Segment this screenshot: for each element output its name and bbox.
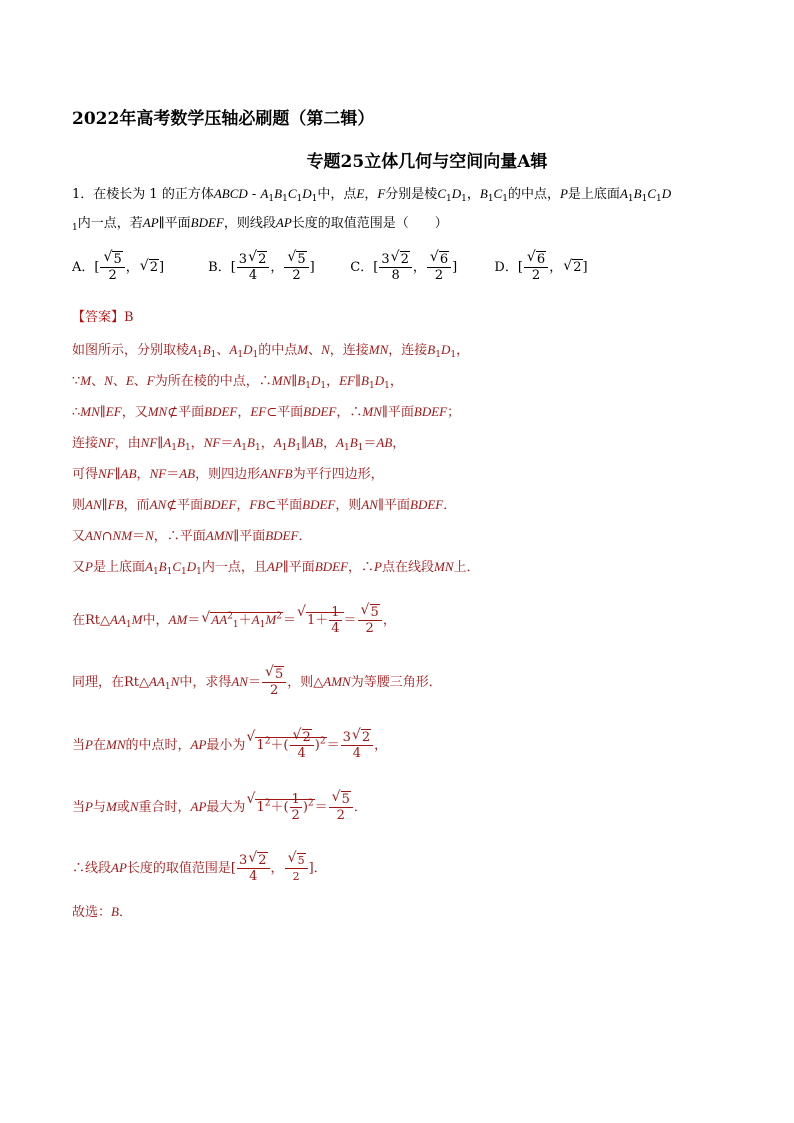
answer-label: 【答案】 <box>72 310 125 325</box>
option-c: C．[ $\frac{3√ 2}{8}$ ， √ $\frac{6}{2}$ ] <box>350 252 490 283</box>
solution-line-3: ∴MN∥EF，又MN⊄平面BDEF，EF⊂平面BDEF，∴MN∥平面BDEF； <box>72 404 461 420</box>
option-b: B．[ $\frac{3√ 2}{4}$ ， √ $\frac{5}{2}$ ] <box>208 252 346 283</box>
document-title: 2022年高考数学压轴必刷题（第二辑） <box>72 109 375 129</box>
solution-line-11: 当P在MN的中点时，AP最小为√ $1^2+$( √ $\frac{2}{4}$ )$^2$＝ $\frac{3√ 2}{4}$ ， <box>72 730 387 761</box>
document-subtitle: 专题25立体几何与空间向量A辑 <box>306 152 548 172</box>
solution-line-14: 故选：B． <box>72 904 132 920</box>
solution-line-10: 同理，在$Rt\triangle AA_1N$中，求得AN＝ √ $\frac{5}{2}$ ，则△AMN为等腰三角形． <box>72 667 442 698</box>
solution-line-12: 当P与M或N重合时，AP最大为√ $1^2+$( $\frac{1}{2}$ )$^2$＝ √ $\frac{5}{2}$ ． <box>72 792 367 823</box>
solution-line-6: 则AN∥FB，而AN⊄平面BDEF，FB⊂平面BDEF，则AN∥平面BDEF． <box>72 497 457 513</box>
question-line-1: 1．在棱长为 1 的正方体ABCD - $A_1B_1C_1D_1$中，点E，F分别是棱$C_1D_1$，$B_1C_1$的中点，P是上底面$A_1B_1C_1D$ <box>72 186 672 204</box>
sqrt-expression: √ $AA^2_1+A_1M^2$ <box>201 611 283 630</box>
option-d: D．[ √ $\frac{6}{2}$ ，√ 2] <box>494 252 587 283</box>
options-row <box>72 252 588 283</box>
answer-value: B <box>124 310 134 325</box>
solution-line-9: 在$Rt\triangle AA_1M$中，AM＝√ $AA^2_1+A_1M^2=√$ 1＋ $\frac{1}{4}$ ＝ √ $\frac{5}{2}$ ， <box>72 605 396 636</box>
option-a: A．[ √ $\frac{5}{2}$ ，√ 2] <box>72 252 204 283</box>
solution-line-4: 连接NF，由$NF\parallel A_1B_1$，$NF=A_1B_1$，$A_1B_1\parallel AB$，$A_1B_1=AB$， <box>72 435 406 453</box>
solution-line-7: 又AN∩NM＝N，∴平面AMN∥平面BDEF． <box>72 528 312 544</box>
solution-line-5: 可得NF∥AB，NF＝AB，则四边形ANFB为平行四边形， <box>72 466 384 482</box>
solution-line-8: 又P是上底面$A_1B_1C_1D_1$内一点，且AP∥平面BDEF，∴P点在线段MN上． <box>72 559 480 577</box>
answer-line <box>72 309 134 327</box>
question-line-2: $_1$内一点，若AP∥平面BDEF，则线段AP长度的取值范围是（ ） <box>72 215 448 233</box>
solution-line-13: ∴线段AP长度的取值范围是[ $\frac{3√ 2}{4}$ ， √ $\frac{5}{2}$ ]． <box>72 853 327 884</box>
solution-line-2: ∵M、N、E、F为所在棱的中点，$\therefore MN\parallel B_1D_1$，$EF\parallel B_1D_1$， <box>72 373 403 391</box>
solution-line-1: 如图所示，分别取棱$A_1B_1$、$A_1D_1$的中点M、N，连接MN，连接$B_1D_1$， <box>72 342 470 360</box>
